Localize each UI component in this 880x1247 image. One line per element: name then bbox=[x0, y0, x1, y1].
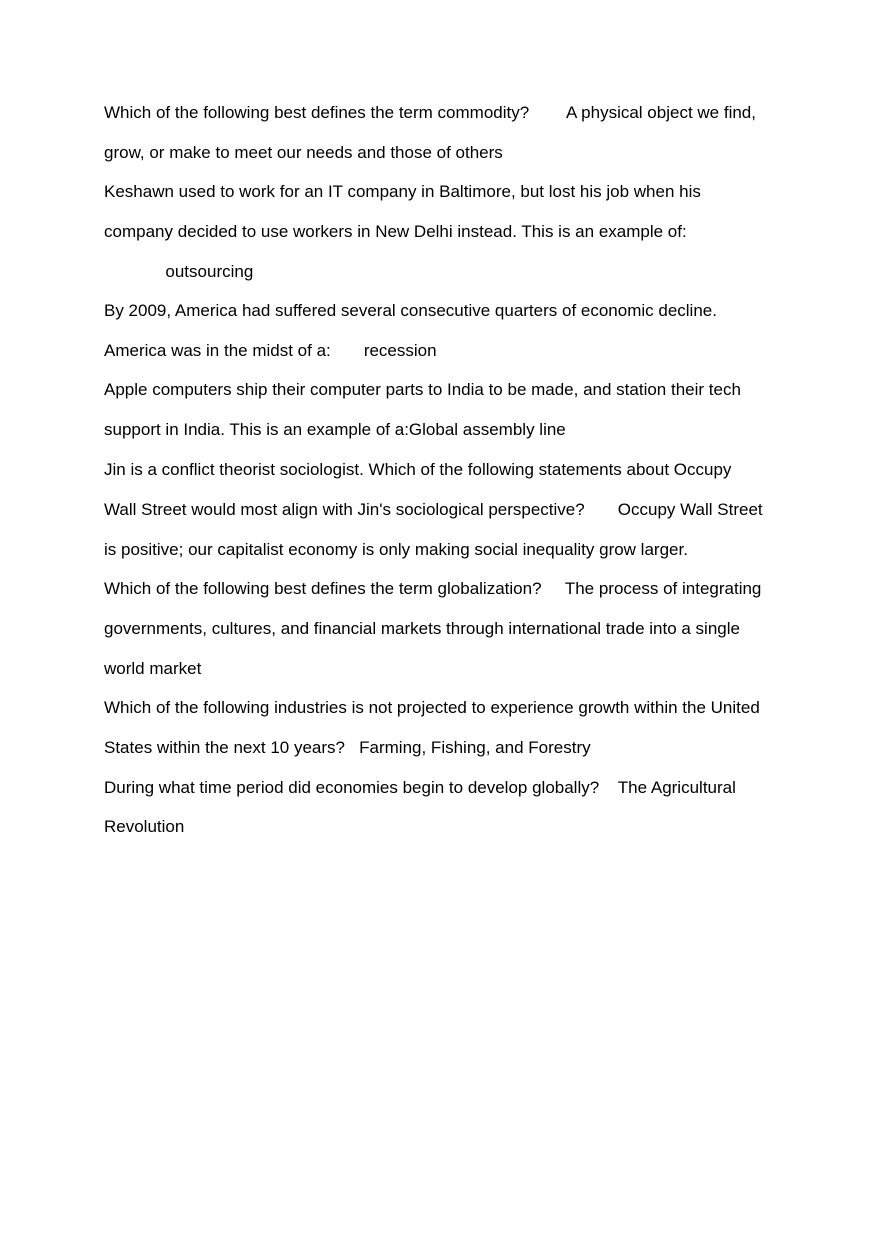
text-line: Which of the following industries is not projected to experience growth within the United bbox=[104, 698, 760, 717]
text-line: Which of the following best defines the term globalization? The process of integrating bbox=[104, 579, 762, 598]
text-line: States within the next 10 years? Farming, Fishing, and Forestry bbox=[104, 738, 591, 757]
text-line: is positive; our capitalist economy is only making social inequality grow larger. bbox=[104, 540, 688, 559]
text-line: America was in the midst of a: recession bbox=[104, 341, 437, 360]
text-line: Revolution bbox=[104, 817, 185, 836]
text-line: company decided to use workers in New Delhi instead. This is an example of: bbox=[104, 222, 687, 241]
text-line: Keshawn used to work for an IT company in Baltimore, but lost his job when his bbox=[104, 182, 701, 201]
text-line: support in India. This is an example of a:Global assembly line bbox=[104, 420, 566, 439]
text-line: governments, cultures, and financial markets through international trade into a single bbox=[104, 619, 740, 638]
text-line: During what time period did economies begin to develop globally? The Agricultural bbox=[104, 778, 736, 797]
text-line: outsourcing bbox=[104, 262, 254, 281]
text-line: By 2009, America had suffered several consecutive quarters of economic decline. bbox=[104, 301, 717, 320]
text-line: grow, or make to meet our needs and those of others bbox=[104, 143, 503, 162]
text-line: Wall Street would most align with Jin's sociological perspective? Occupy Wall Street bbox=[104, 500, 763, 519]
text-line: Which of the following best defines the term commodity? A physical object we find, bbox=[104, 103, 756, 122]
text-line: Apple computers ship their computer parts to India to be made, and station their tech bbox=[104, 380, 741, 399]
text-line: Jin is a conflict theorist sociologist. Which of the following statements about Occupy bbox=[104, 460, 732, 479]
text-line: world market bbox=[104, 659, 202, 678]
